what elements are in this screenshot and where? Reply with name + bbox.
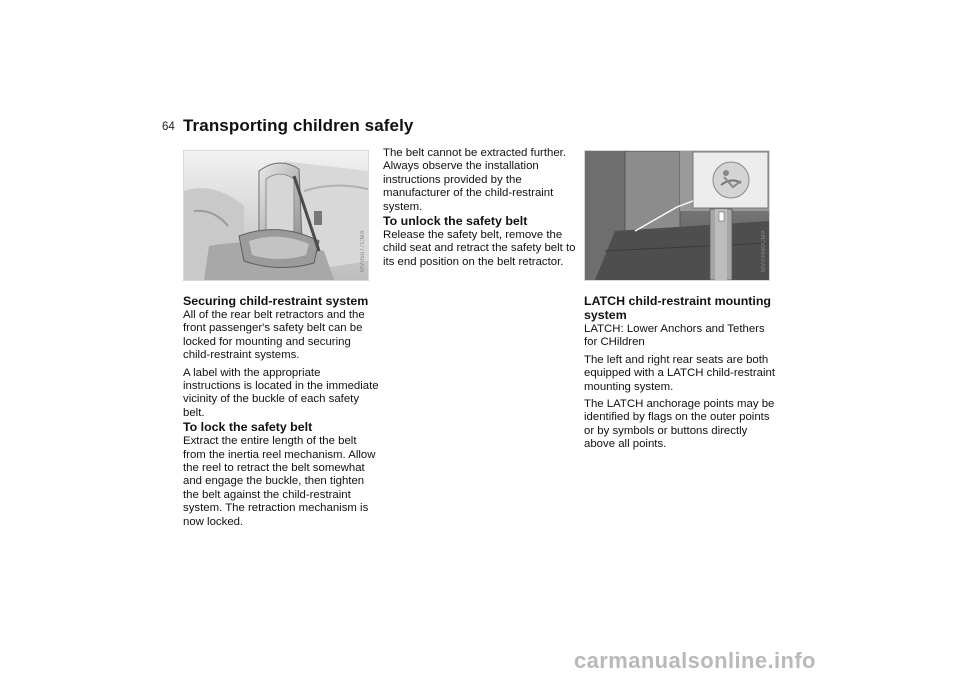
paragraph: The belt cannot be extracted further. Always observe the installation instructions provided by the manufacturer of the child-restraint system. — [383, 147, 566, 213]
paragraph: All of the rear belt retractors and the front passenger's safety belt can be locked for mounting and securing child-restraint systems. — [183, 309, 365, 362]
paragraph: The LATCH anchorage points may be identified by flags on the outer points or by symbols or buttons directly above all points. — [584, 398, 775, 451]
section-heading: Securing child-restraint system — [183, 294, 369, 308]
column-left — [183, 294, 381, 533]
section-heading: To lock the safety belt — [183, 420, 313, 435]
column-middle — [383, 147, 583, 273]
child-seat-drawing — [184, 151, 368, 280]
child-seat-illustration — [183, 150, 369, 281]
paragraph: A label with the appropriate instructions is located in the immediate vicinity of the buckle of each safety belt. — [183, 366, 379, 419]
column-right — [584, 294, 776, 456]
paragraph: Extract the entire length of the belt from the inertia reel mechanism. Allow the reel to retract the belt somewhat and engage the buckle, then tighten the belt against the child-restraint system. The retraction mechanism is now locked. — [183, 435, 376, 528]
latch-anchorage-drawing — [585, 151, 769, 280]
figure-code: MV03480CMA — [761, 229, 767, 272]
page-title: Transporting children safely — [183, 116, 414, 135]
paragraph: LATCH: Lower Anchors and Tethers for CHildren — [584, 323, 765, 349]
section-heading: LATCH child-restraint mounting system — [584, 294, 771, 322]
latch-anchorage-illustration — [584, 150, 770, 281]
paragraph: Release the safety belt, remove the child seat and retract the safety belt to its end position on the belt retractor. — [383, 229, 576, 268]
section-heading: To unlock the safety belt — [383, 214, 528, 229]
page-number: 64 — [162, 121, 175, 133]
paragraph: The left and right rear seats are both equipped with a LATCH child-restraint mounting system. — [584, 353, 775, 393]
figure-code: MV05077CMA — [360, 229, 366, 272]
footer-watermark: carmanualsonline.info — [574, 648, 816, 673]
